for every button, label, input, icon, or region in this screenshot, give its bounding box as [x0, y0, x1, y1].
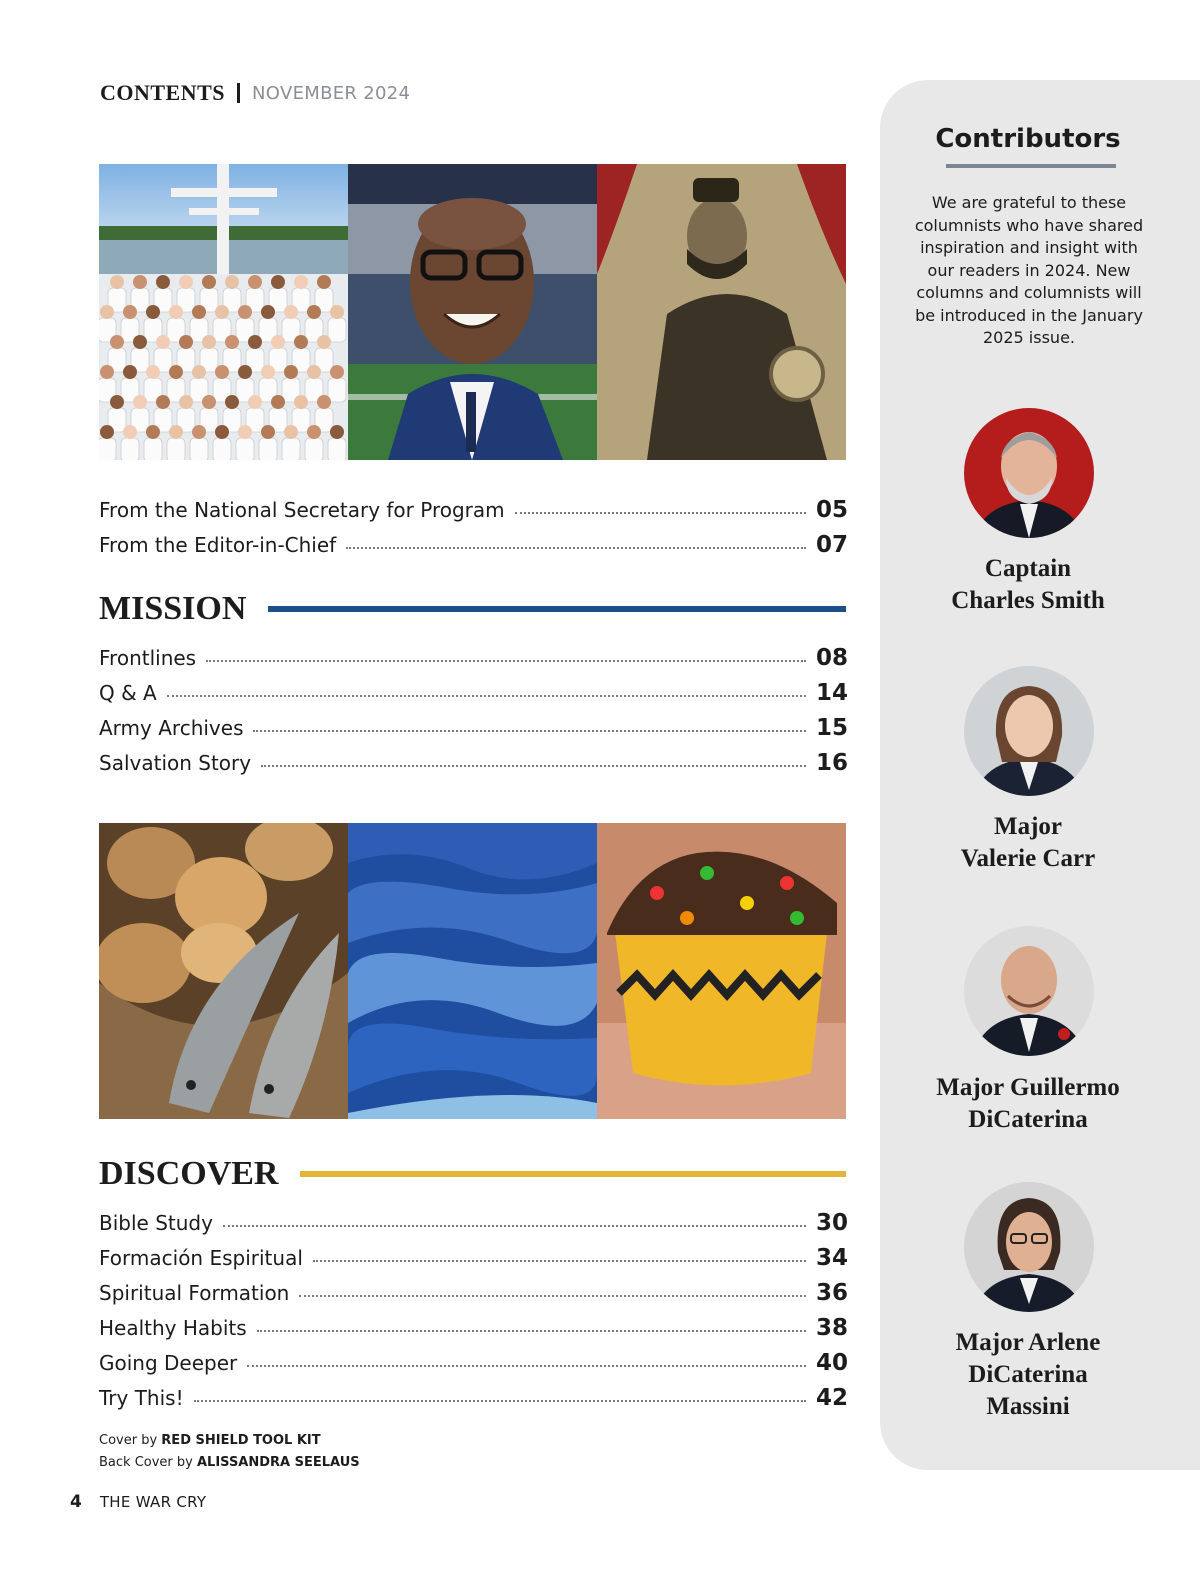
toc-entry-page: 34 [816, 1244, 849, 1271]
toc-entry-page: 08 [816, 644, 849, 671]
contributor-photo [964, 666, 1094, 796]
dot-leader [299, 1295, 806, 1297]
toc-entry-page: 36 [816, 1279, 849, 1306]
toc-entry[interactable] [99, 1275, 849, 1310]
toc-entry-title: Going Deeper [99, 1350, 238, 1375]
toc-entry-page: 40 [816, 1349, 849, 1376]
section-rule [268, 606, 846, 612]
toc-entry[interactable] [99, 640, 849, 675]
contributor-name-line: Major Arlene [955, 1329, 1101, 1356]
toc-entry-page: 07 [816, 531, 849, 558]
discover-section-heading [99, 1155, 846, 1193]
photo-bread-and-fish [99, 823, 348, 1119]
contributor-name-line: DiCaterina [968, 1361, 1088, 1388]
contributor-name-line: Valerie Carr [960, 845, 1096, 872]
publication-name: THE WAR CRY [99, 1493, 207, 1511]
dot-leader [253, 730, 806, 732]
cover-credit-prefix: Cover by [99, 1433, 158, 1448]
issue-date: NOVEMBER 2024 [252, 82, 411, 104]
photo-man-at-stadium [348, 164, 597, 460]
contributor-name-line: Major Guillermo [936, 1074, 1120, 1101]
section-rule [300, 1171, 846, 1177]
toc-entry-title: Healthy Habits [99, 1315, 247, 1340]
toc-entry[interactable] [99, 1240, 849, 1275]
back-cover-credit-name: ALISSANDRA SEELAUS [196, 1455, 360, 1470]
contributor-photo [964, 408, 1094, 538]
dot-leader [261, 765, 806, 767]
toc-entry-page: 38 [816, 1314, 849, 1341]
page-number: 4 [70, 1492, 82, 1512]
contributor-name-line: Major [993, 813, 1063, 840]
discover-list [99, 1205, 849, 1415]
toc-entry-title: Frontlines [99, 645, 197, 670]
dot-leader [257, 1330, 806, 1332]
toc-entry[interactable] [99, 1310, 849, 1345]
toc-entry-title: Army Archives [99, 715, 244, 740]
toc-entry[interactable] [99, 1205, 849, 1240]
section-title: DISCOVER [99, 1155, 279, 1192]
toc-entry-title: Formación Espiritual [99, 1245, 303, 1270]
cover-credits [99, 1430, 360, 1474]
contributor-name-line: DiCaterina [968, 1106, 1088, 1133]
dot-leader [223, 1225, 806, 1227]
contributor-name [880, 1072, 1176, 1136]
contributor-name [880, 553, 1176, 617]
contributor-name-line: Captain [984, 555, 1072, 582]
header-divider [237, 83, 240, 103]
photo-chocolate-bark-bowl [597, 823, 846, 1119]
photo-group-by-lake [99, 164, 348, 460]
toc-entry[interactable] [99, 675, 849, 710]
toc-entry[interactable] [99, 1380, 849, 1415]
toc-entry-title: Salvation Story [99, 750, 252, 775]
mission-section-heading [99, 590, 846, 628]
dot-leader [247, 1365, 806, 1367]
toc-entry-page: 30 [816, 1209, 849, 1236]
toc-entry-page: 15 [816, 714, 849, 741]
photo-sepia-portrait [597, 164, 846, 460]
contributor-name-line: Massini [986, 1393, 1070, 1420]
toc-entry-title: From the Editor-in-Chief [99, 532, 337, 557]
contributor-name-line: Charles Smith [951, 587, 1105, 614]
bottom-photo-strip [99, 823, 846, 1119]
contributor-name [880, 1327, 1176, 1423]
dot-leader [346, 547, 806, 549]
dot-leader [515, 512, 806, 514]
toc-entry[interactable] [99, 745, 849, 780]
toc-entry-title: From the National Secretary for Program [99, 497, 505, 522]
page-footer [70, 1492, 206, 1512]
contents-header [100, 80, 410, 106]
toc-entry-title: Spiritual Formation [99, 1280, 290, 1305]
cover-credit [99, 1430, 360, 1452]
toc-entry-title: Bible Study [99, 1210, 213, 1235]
cover-credit-name: RED SHIELD TOOL KIT [161, 1433, 321, 1448]
dot-leader [313, 1260, 806, 1262]
intro-list [99, 492, 849, 562]
contributors-sidebar [880, 80, 1200, 1470]
toc-entry-page: 42 [816, 1384, 849, 1411]
sidebar-title: Contributors [935, 124, 1121, 154]
contents-label: CONTENTS [100, 80, 226, 105]
sidebar-intro: We are grateful to these columnists who have shared inspiration and insight with our readers in 2024. New columns and columnists will be introduced in the January 2025 issue. [914, 193, 1144, 347]
mission-list [99, 640, 849, 780]
dot-leader [194, 1400, 806, 1402]
contributor-photo [964, 1182, 1094, 1312]
toc-entry-page: 05 [816, 496, 849, 523]
contributor-photo [964, 926, 1094, 1056]
dot-leader [206, 660, 806, 662]
section-title: MISSION [99, 590, 247, 627]
dot-leader [167, 695, 806, 697]
toc-entry[interactable] [99, 527, 849, 562]
toc-entry[interactable] [99, 710, 849, 745]
top-photo-strip [99, 164, 846, 460]
toc-entry[interactable] [99, 1345, 849, 1380]
photo-watercolor-waves [348, 823, 597, 1119]
back-cover-credit-prefix: Back Cover by [99, 1455, 193, 1470]
toc-entry-page: 16 [816, 749, 849, 776]
toc-entry-title: Q & A [99, 680, 157, 705]
toc-entry-title: Try This! [99, 1385, 184, 1410]
back-cover-credit [99, 1452, 360, 1474]
sidebar-title-rule [946, 164, 1116, 168]
toc-entry-page: 14 [816, 679, 849, 706]
contributor-name [880, 811, 1176, 875]
toc-entry[interactable] [99, 492, 849, 527]
